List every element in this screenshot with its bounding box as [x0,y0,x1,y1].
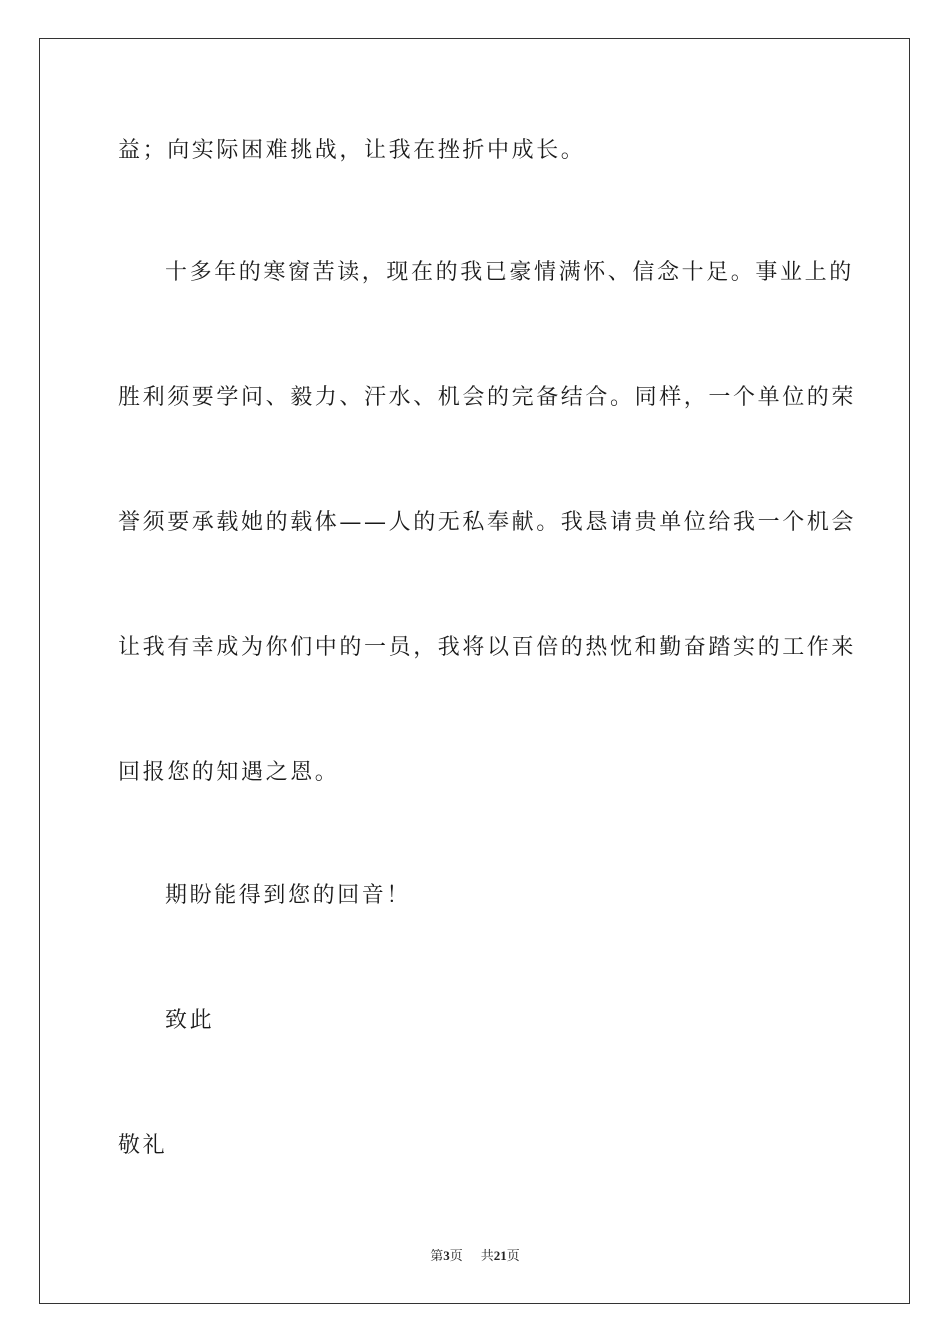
footer-page-suffix: 页 [449,1249,463,1264]
paragraph-line: 益；向实际困难挑战，让我在挫折中成长。 [118,138,586,163]
paragraph-line: 回报您的知遇之恩。 [118,760,340,785]
footer-page-prefix: 第 [430,1249,444,1264]
footer-total-prefix: 共 [480,1249,494,1264]
regards-line: 敬礼 [118,1133,168,1158]
footer-total-suffix: 页 [506,1249,520,1264]
salutation-line: 致此 [165,1008,215,1033]
page-border [39,38,910,1304]
paragraph-line: 十多年的寒窗苦读，现在的我已豪情满怀、信念十足。事业上的 [165,260,854,285]
page-footer [0,1247,950,1266]
footer-total-pages: 21 [493,1248,507,1263]
paragraph-line: 誉须要承载她的载体——人的无私奉献。我恳请贵单位给我一个机会 [118,510,857,535]
paragraph-line: 胜利须要学问、毅力、汗水、机会的完备结合。同样，一个单位的荣 [118,385,857,410]
paragraph-line: 让我有幸成为你们中的一员，我将以百倍的热忱和勤奋踏实的工作来 [118,635,857,660]
footer-page-number: 3 [443,1248,450,1263]
closing-line: 期盼能得到您的回音！ [165,883,412,908]
